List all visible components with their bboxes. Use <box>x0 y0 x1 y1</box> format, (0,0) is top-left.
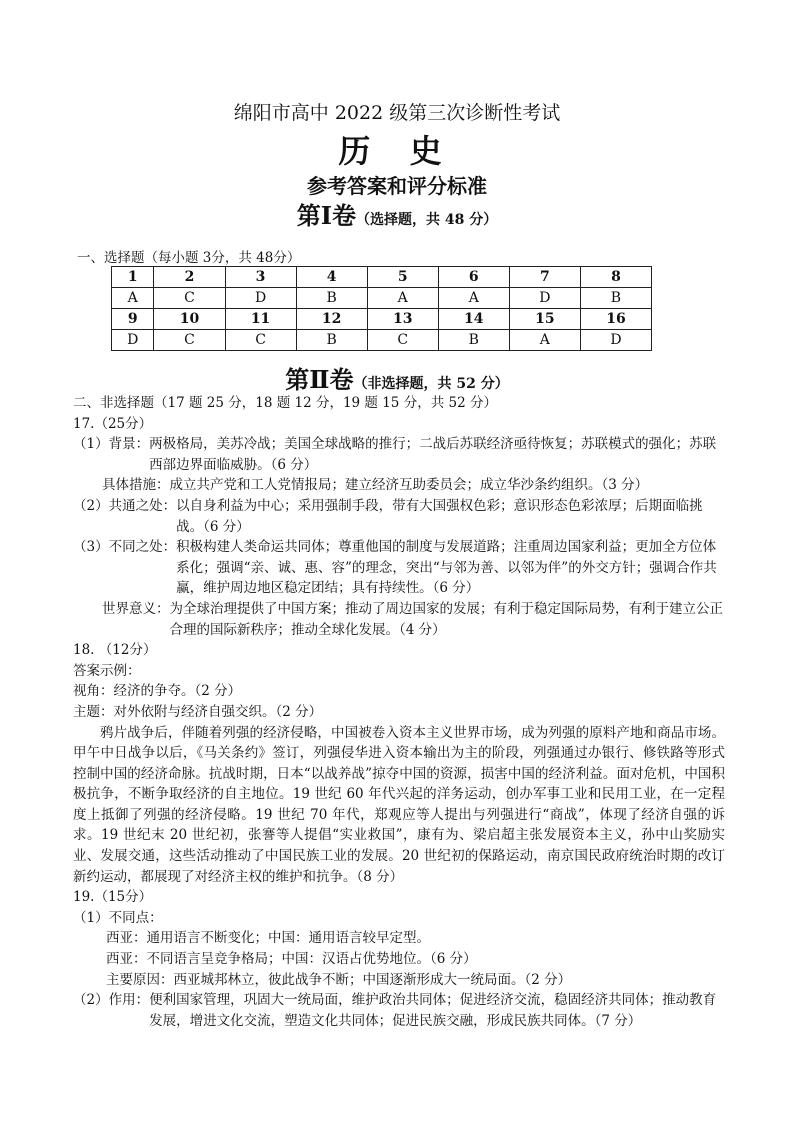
q17-part3 <box>73 537 725 599</box>
section2-heading: 二、非选择题（17 题 25 分，18 题 12 分，19 题 15 分，共 52 分） <box>73 395 497 411</box>
part1-note: （选择题，共 48 分） <box>356 212 498 228</box>
table-cell: B <box>296 288 367 309</box>
table-cell: C <box>367 330 438 351</box>
q18-view: 视角：经济的争夺。（2 分） <box>73 683 242 700</box>
q17-part1b-label: 具体措施： <box>102 477 170 494</box>
q17-part3-text: 积极构建人类命运共同体；尊重他国的制度与发展道路；注重周边国家利益；更加全方位体系化；强调“亲、诚、惠、容”的理念，突出“与邻为善、以邻为伴”的外交方针；强调合作共赢，维护周边地区稳定团结；具有持续性。（6 分） <box>176 539 717 597</box>
q18-theme: 主题：对外依附与经济自强交织。（2 分） <box>73 703 323 720</box>
q17-part3b-label: 世界意义： <box>102 600 170 617</box>
q19-part2-text: 便利国家管理，巩固大一统局面，维护政治共同体；促进经济交流，稳固经济共同体；推动教育发展，增进文化交流，塑造文化共同体；促进民族交融，形成民族共同体。（7 分） <box>149 992 717 1029</box>
subtitle: 参考答案和评分标准 <box>307 174 487 198</box>
q17-part1b <box>73 475 725 496</box>
table-cell: 8 <box>580 267 651 288</box>
table-cell: 3 <box>225 267 296 288</box>
part2-title: 第Ⅱ卷 <box>285 365 354 394</box>
q19-part1b: 西亚：不同语言呈竞争格局；中国：汉语占优势地位。（6 分） <box>106 951 477 968</box>
answer-table <box>111 266 652 351</box>
q17-part3b <box>73 599 725 640</box>
table-cell: C <box>154 288 225 309</box>
section1-heading: 一、选择题（每小题 3分，共 48分） <box>77 250 301 266</box>
q17-part2-label: （2）共通之处： <box>73 497 177 514</box>
table-cell: A <box>509 330 580 351</box>
table-cell: B <box>438 330 509 351</box>
q17-part1b-text: 成立共产党和工人党情报局；建立经济互助委员会；成立华沙条约组织。（3 分） <box>169 477 649 494</box>
table-cell: B <box>580 288 651 309</box>
subject-title: 历 史 <box>338 132 456 170</box>
q17-part3-label: （3）不同之处： <box>73 539 177 556</box>
q19-part1: （1）不同点： <box>73 909 163 926</box>
part1-title: 第Ⅰ卷 <box>296 201 356 230</box>
table-cell: D <box>225 288 296 309</box>
q19-head: 19.（15分） <box>73 889 153 906</box>
table-cell: 2 <box>154 267 225 288</box>
table-cell: 6 <box>438 267 509 288</box>
table-cell: A <box>438 288 509 309</box>
part2-heading <box>0 360 794 395</box>
table-cell: 5 <box>367 267 438 288</box>
q19-part2-label: （2）作用： <box>73 992 150 1009</box>
q17-part1-text: 两极格局，美苏冷战；美国全球战略的推行；二战后苏联经济亟待恢复；苏联模式的强化；苏联西部边界面临威胁。（6 分） <box>149 436 717 473</box>
table-cell: 11 <box>225 309 296 330</box>
table-row <box>112 288 652 309</box>
table-cell: D <box>112 330 154 351</box>
q17-part3b-text: 为全球治理提供了中国方案；推动了周边国家的发展；有利于稳定国际局势，有利于建立公正合理的国际新秩序；推动全球化发展。（4 分） <box>169 600 723 638</box>
table-cell: 4 <box>296 267 367 288</box>
q17-part2 <box>73 496 725 537</box>
q18-body: 鸦片战争后，伴随着列强的经济侵略，中国被卷入资本主义世界市场，成为列强的原料产地和商品市场。甲午中日战争以后，《马关条约》签订，列强侵华进入资本输出为主的阶段，列强通过办银行、修铁路等形式控制中国的经济命脉。抗战时期，日本“以战养战”掠夺中国的资源，损害中国的经济利益。面对危机，中国积极抗争，不断争取经济的自主地位。19 世纪 60 年代兴起的洋务运动，创办军事工业和民用工业，在一定程度上抵御了列强的经济侵略。19 世纪 70 年代，郑观应等人提出与列强进行“商战”，体现了经济自强的诉求。19 世纪末 20 世纪初，张謇等人提倡“实业救国”，康有为、梁启超主张发展资本主义，孙中山奖励实业、发展交通，这些活动推动了中国民族工业的发展。20 世纪初的保路运动，南京国民政府统治时期的改订新约运动，都展现了对经济主权的维护和抗争。（8 分） <box>73 724 725 885</box>
table-cell: A <box>112 288 154 309</box>
part1-heading <box>0 196 794 231</box>
table-cell: 10 <box>154 309 225 330</box>
table-cell: D <box>580 330 651 351</box>
q19-part2 <box>73 990 725 1031</box>
q18-head: 18. （12分） <box>73 642 157 659</box>
table-cell: 14 <box>438 309 509 330</box>
q17-head: 17.（25分） <box>73 415 153 432</box>
q19-part1a: 西亚：通用语言不断变化；中国：通用语言较早定型。 <box>106 930 430 947</box>
q17-part1-label: （1）背景： <box>73 436 150 453</box>
q18-example: 答案示例： <box>73 662 141 679</box>
table-cell: 12 <box>296 309 367 330</box>
table-cell: A <box>367 288 438 309</box>
answers-body <box>73 393 725 1031</box>
table-row <box>112 330 652 351</box>
q17-part1 <box>73 434 725 475</box>
q17-part2-text: 以自身利益为中心；采用强制手段，带有大国强权色彩；意识形态色彩浓厚；后期面临挑战。（6 分） <box>176 497 703 535</box>
table-cell: D <box>509 288 580 309</box>
exam-title: 绵阳市高中 2022 级第三次诊断性考试 <box>233 102 561 124</box>
q19-part1c: 主要原因：西亚城邦林立，彼此战争不断；中国逐渐形成大一统局面。（2 分） <box>106 971 572 988</box>
table-cell: C <box>154 330 225 351</box>
table-cell: 16 <box>580 309 651 330</box>
table-row <box>112 267 652 288</box>
table-cell: 15 <box>509 309 580 330</box>
table-cell: B <box>296 330 367 351</box>
table-cell: C <box>225 330 296 351</box>
table-cell: 7 <box>509 267 580 288</box>
part2-note: （非选择题，共 52 分） <box>353 376 509 392</box>
table-cell: 9 <box>112 309 154 330</box>
table-cell: 1 <box>112 267 154 288</box>
table-row <box>112 309 652 330</box>
table-cell: 13 <box>367 309 438 330</box>
